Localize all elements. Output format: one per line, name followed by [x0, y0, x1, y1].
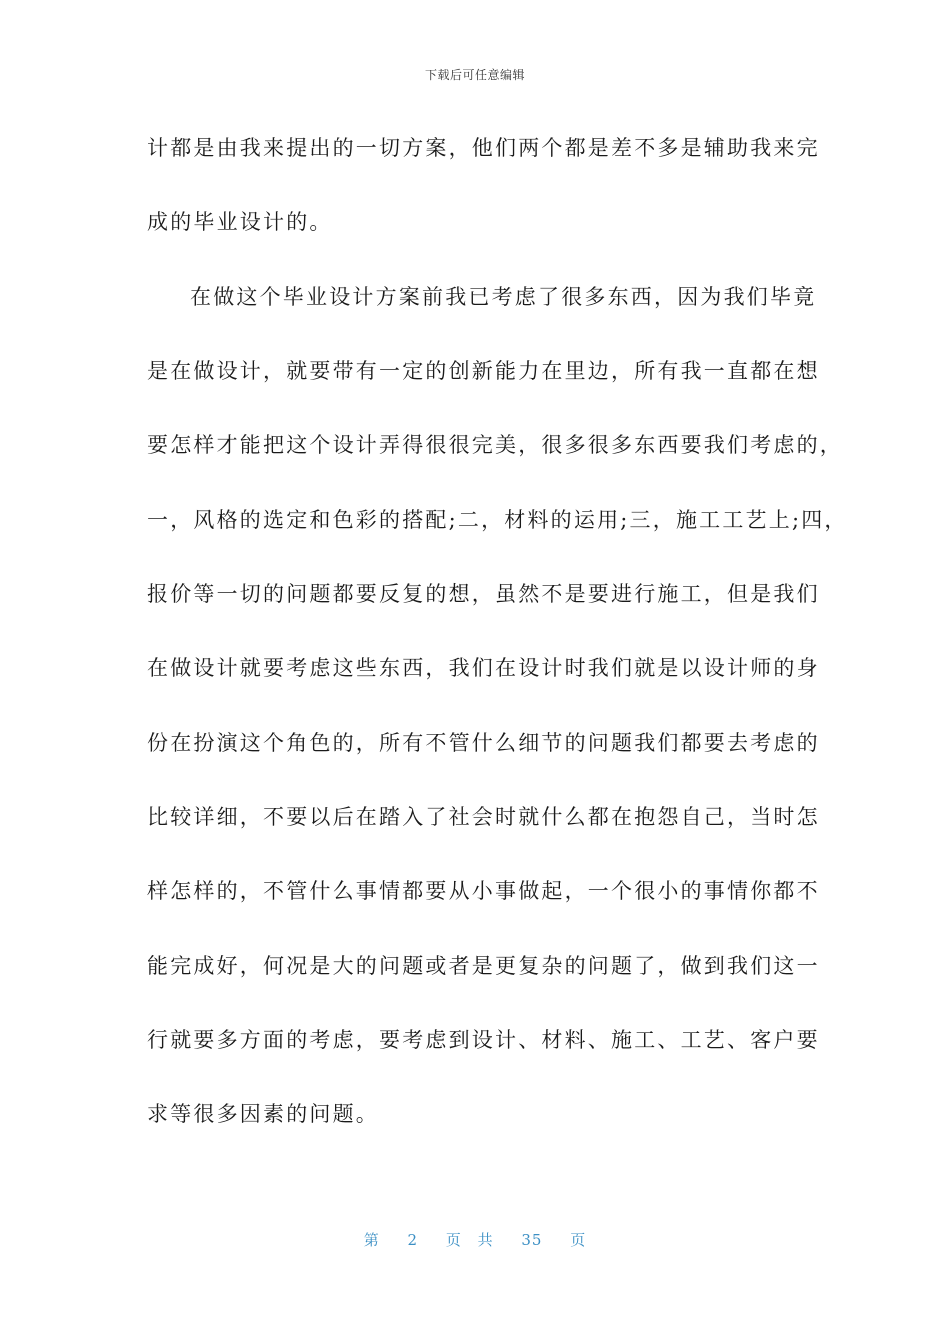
- body-line: 行就要多方面的考虑，要考虑到设计、材料、施工、工艺、客户要: [147, 1028, 820, 1052]
- footer-label-ye-gong: 页 共: [445, 1231, 494, 1249]
- body-line: 求等很多因素的问题。: [147, 1102, 379, 1126]
- body-line: 能完成好，何况是大的问题或者是更复杂的问题了，做到我们这一: [147, 954, 820, 978]
- body-line: 在做设计就要考虑这些东西，我们在设计时我们就是以设计师的身: [147, 656, 820, 680]
- footer-label-di: 第: [363, 1231, 380, 1249]
- body-line: 计都是由我来提出的一切方案，他们两个都是差不多是辅助我来完: [147, 136, 820, 160]
- body-line: 要怎样才能把这个设计弄得很很完美，很多很多东西要我们考虑的，: [147, 433, 843, 457]
- body-line: 成的毕业设计的。: [147, 210, 333, 234]
- page-header-note: 下载后可任意编辑: [424, 68, 525, 82]
- body-line-paragraph-start: 在做这个毕业设计方案前我已考虑了很多东西，因为我们毕竟: [190, 285, 817, 309]
- body-line: 是在做设计，就要带有一定的创新能力在里边，所有我一直都在想: [147, 359, 820, 383]
- page-footer: [0, 1229, 950, 1250]
- body-line: 报价等一切的问题都要反复的想，虽然不是要进行施工，但是我们: [147, 582, 820, 606]
- footer-label-ye: 页: [570, 1231, 587, 1249]
- footer-current-page: 2: [407, 1231, 419, 1249]
- body-line: 样怎样的，不管什么事情都要从小事做起，一个很小的事情你都不: [147, 879, 820, 903]
- body-line: 比较详细，不要以后在踏入了社会时就什么都在抱怨自己，当时怎: [147, 805, 820, 829]
- body-line: 份在扮演这个角色的，所有不管什么细节的问题我们都要去考虑的: [147, 731, 820, 755]
- body-line: 一，风格的选定和色彩的搭配;二，材料的运用;三，施工工艺上;四，: [147, 508, 848, 532]
- footer-total-pages: 35: [521, 1231, 543, 1249]
